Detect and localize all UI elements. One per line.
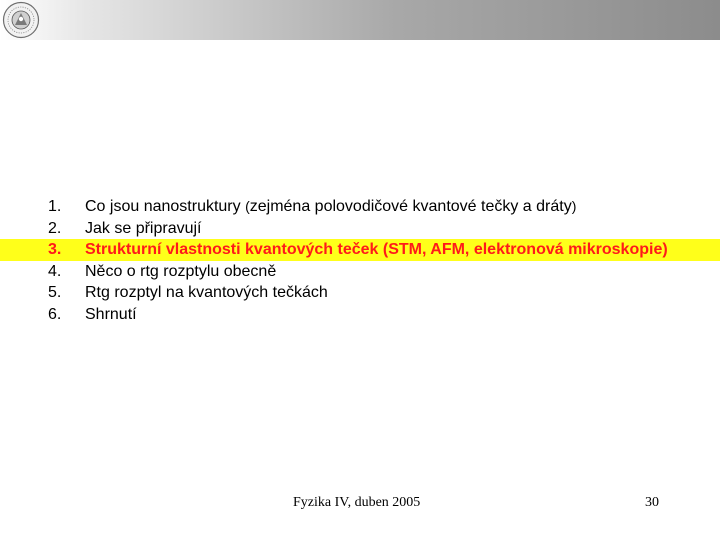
agenda-item-number: 4. (48, 262, 62, 280)
page-number: 30 (645, 495, 659, 510)
footer-text: Fyzika IV, duben 2005 (293, 495, 421, 510)
agenda-item-number: 2. (48, 219, 62, 237)
agenda-item-number: 6. (48, 305, 62, 323)
agenda-item (0, 304, 720, 326)
agenda-item-text: Jak se připravují (85, 219, 202, 237)
agenda-item-text-paren: zejména polovodičové kvantové tečky a dráty (249, 198, 572, 215)
agenda-item-number: 5. (48, 284, 62, 301)
agenda-item-current (0, 239, 720, 261)
agenda-item (0, 282, 720, 304)
agenda-item (0, 196, 720, 218)
agenda-item-number: 3. (48, 241, 62, 258)
agenda-item-text: Shrnutí (85, 305, 137, 323)
agenda-item-text: Něco o rtg rozptylu obecně (85, 262, 277, 280)
agenda-item (0, 218, 720, 240)
agenda-list (0, 196, 720, 325)
agenda-item-paren-open: ( (245, 198, 250, 214)
agenda-item-text-main: Co jsou nanostruktury (85, 198, 246, 215)
university-seal-icon (1, 1, 41, 39)
agenda-item (0, 261, 720, 283)
agenda-item-number: 1. (48, 198, 62, 215)
header-bar (0, 0, 720, 40)
agenda-item-text (85, 196, 576, 218)
agenda-item-text: Rtg rozptyl na kvantových tečkách (85, 284, 328, 301)
agenda-item-text: Strukturní vlastnosti kvantových teček (STM, AFM, elektronová mikroskopie) (85, 241, 668, 258)
agenda-item-paren-close: ) (571, 198, 577, 214)
